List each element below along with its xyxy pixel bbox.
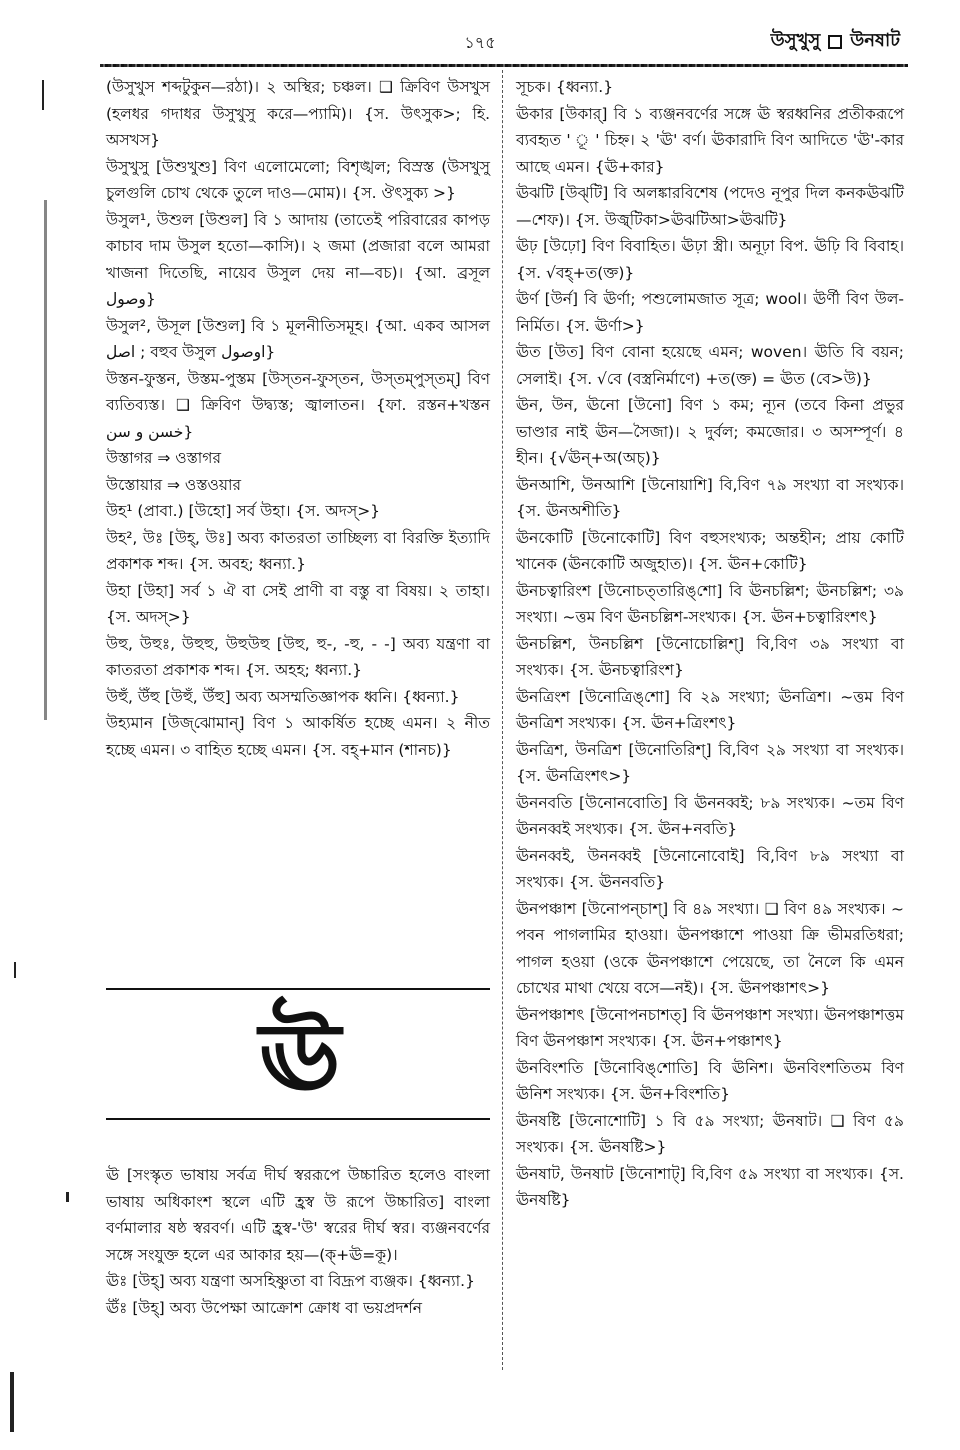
scan-mark (44, 200, 47, 720)
scan-mark (42, 80, 44, 110)
dictionary-entry: উহুঁ, উঁহু [উহুঁ, উঁহু] অব্য অসম্মতিজ্ঞাপক ধ্বনি। {ধ্বন্যা.} (106, 687, 460, 706)
dictionary-entry: ঊনবিংশতি [উনোবিঙ্‌শোতি] বি ঊনিশ। ঊনবিংশতিতম বিণ ঊনিশ সংখ্যক। {স. ঊন+বিংশতি} (516, 1058, 904, 1103)
dictionary-entry: উস্তন-ফুস্তন, উস্তম-পুস্তম [উস্‌তন-ফুস্‌তন, উস্‌তম্‌পুস্‌তম্] বিণ ব্যতিব্যস্ত। ❑ ক্রিবিণ উদ্ব্যস্ত; জ্বালাতন। {ফা. রস্তন+খস্তন خسن و سن} (106, 369, 490, 441)
box-icon (828, 35, 842, 49)
dictionary-entry: ঊননব্বই, উননব্বই [উনোনোবোই] বি,বিণ ৮৯ সংখ্যা বা সংখ্যক। {স. ঊননবতি} (516, 846, 904, 891)
scan-mark (14, 962, 16, 978)
running-head-first: উসুখুসু (770, 30, 821, 51)
dictionary-entry: ঊনচল্লিশ, উনচল্লিশ [উনোচোল্লিশ্] বি,বিণ ৩৯ সংখ্যা বা সংখ্যক। {স. ঊনচত্বারিংশ} (516, 634, 904, 679)
dictionary-entry: ঊনআশি, উনআশি [উনোয়াশি] বি,বিণ ৭৯ সংখ্যা বা সংখ্যক। {স. ঊনঅশীতি} (516, 475, 904, 520)
dictionary-entry: ঊনত্রিশ, উনত্রিশ [উনোতিরিশ্] বি,বিণ ২৯ সংখ্যা বা সংখ্যক। {স. ঊনত্রিংশৎ>} (516, 740, 904, 785)
left-column (106, 74, 490, 763)
left-lower-column (106, 1162, 490, 1321)
dictionary-entry: ঊনত্রিংশ [উনোত্রিঙ্‌শো] বি ২৯ সংখ্যা; ঊনত্রিশ। ~ত্তম বিণ ঊনত্রিশ সংখ্যক। {স. ঊন+ত্রিংশৎ} (516, 687, 904, 732)
dictionary-entry: ঊনকোটি [উনোকোটি] বিণ বহুসংখ্যক; অন্তহীন; প্রায় কোটি খানেক (ঊনকোটি অজুহাত)। {স. ঊন+কোটি} (516, 528, 904, 573)
dictionary-entry: ঊনষাট, উনষাট [উনোশাট্] বি,বিণ ৫৯ সংখ্যা বা সংখ্যক। {স. ঊনষষ্টি} (516, 1164, 904, 1209)
dictionary-entry: ঊনচত্বারিংশ [উনোচত্‌তারিঙ্‌শো] বি ঊনচল্লিশ; ঊনচল্লিশ; ৩৯ সংখ্যা। ~ত্তম বিণ ঊনচল্লিশ-সংখ্যক। {স. ঊন+চত্বারিংশৎ} (516, 581, 904, 626)
dictionary-entry: ঊনপঞ্চাশ [উনোপন্‌চাশ্] বি ৪৯ সংখ্যা। ❑ বিণ ৪৯ সংখ্যক। ~ পবন পাগলামির হাওয়া। ঊনপঞ্চাশে পাওয়া ক্রি ভীমরতিধরা; পাগল হওয়া (ওকে ঊনপঞ্চাশে পেয়েছে, তা নৈলে কি এমন চোখের মাথা খেয়ে বসে—নই)। {স. ঊনপঞ্চাশৎ>} (516, 899, 904, 997)
scan-mark (10, 1372, 14, 1432)
section-rule-top (106, 988, 490, 990)
dictionary-entry: ঊকার [উকার্] বি ১ ব্যঞ্জনবর্ণের সঙ্গে ঊ স্বরধ্বনির প্রতীকরূপে ব্যবহৃত ' ূ ' চিহ্ন। ২ 'ঊ' বর্ণ। ঊকারাদি বিণ আদিতে 'ঊ'-কার আছে এমন। {ঊ+কার} (516, 104, 904, 176)
page-number: ১৭৫ (464, 33, 496, 52)
dictionary-entry: ঊ [সংস্কৃত ভাষায় সর্বত্র দীর্ঘ স্বররূপে উচ্চারিত হলেও বাংলা ভাষায় অধিকাংশ স্থলে এটি হ্রস্ব উ রূপে উচ্চারিত] বাংলা বর্ণমালার ষষ্ঠ স্বরবর্ণ। এটি হ্রস্ব-'উ' স্বরের দীর্ঘ স্বর। ব্যঞ্জনবর্ণের সঙ্গে সংযুক্ত হলে এর আকার হয়—(ক্+ঊ=কূ)। (106, 1166, 490, 1264)
dictionary-entry: ঊঢ় [উঢ়ো] বিণ বিবাহিত। ঊঢ়া স্ত্রী। অনূঢ়া বিপ. ঊঢ়ি বি বিবাহ। {স. √বহ্+ত(ক্ত)} (516, 237, 904, 282)
dictionary-entry: উসুল¹, উশুল [উশুল] বি ১ আদায় (তাতেই পরিবারের কাপড় কাচাব দাম উসুল হতো—কাসি)। ২ জমা (প্রজারা বলে আমরা খাজনা দিতেছি, নায়েব উসুল দেয় না—বচ)। {আ. ব্রসূল وصول} (106, 210, 490, 308)
column-separator (502, 70, 504, 1370)
dictionary-entry: (উসুখুস শব্দটুকুন—রঠা)। ২ অস্থির; চঞ্চল। ❑ ক্রিবিণ উসখুস (হলধর গদাধর উসুখুসু করে—প্যামি)। {স. উৎসুক>; হি. অসখস} (106, 78, 490, 149)
dictionary-entry: ঊনষষ্টি [উনোশোটি] ১ বি ৫৯ সংখ্যা; ঊনষাট। ❑ বিণ ৫৯ সংখ্যক। {স. ঊনষষ্টি>} (516, 1111, 904, 1156)
scan-mark (66, 1192, 69, 1202)
right-column (516, 74, 904, 1214)
dictionary-entry: ঊঝটি [উঝ্‌টি] বি অলঙ্কারবিশেষ (পদেও নূপুর দিল কনকঊঝটি—শেফ)। {স. উজ্ব্‌টিকা>ঊঝটিআ>ঊঝটি} (516, 184, 904, 229)
section-letter: ঊ (259, 1002, 341, 1114)
dictionary-entry: ঊঃ [উহ্] অব্য যন্ত্রণা অসহিষ্ণুতা বা বিদ্রূপ ব্যঞ্জক। {ধ্বন্যা.} (106, 1272, 475, 1290)
top-rule (100, 64, 908, 67)
dictionary-entry: উহ², উঃ [উহ্, উঃ] অব্য কাতরতা তাচ্ছিল্য বা বিরক্তি ইত্যাদি প্রকাশক শব্দ। {স. অবহ; ধ্বন্যা.} (106, 528, 490, 573)
dictionary-entry: ঊন, উন, ঊনো [উনো] বিণ ১ কম; ন্যূন (তবে কিনা প্রভুর ভাণ্ডার নাই ঊন—সৈজা)। ২ দুর্বল; কমজোর। ৩ অসম্পূর্ণ। ৪ হীন। {√ঊন্+অ(অচ্)} (516, 396, 904, 467)
dictionary-entry: উহা [উহা] সর্ব ১ ঐ বা সেই প্রাণী বা বস্তু বা বিষয়। ২ তাহা। {স. অদস্>} (106, 581, 490, 626)
dictionary-entry: উস্তাগর ⇒ ওস্তাগর (106, 449, 221, 467)
dictionary-entry: উহ¹ (প্রাবা.) [উহো] সর্ব উহা। {স. অদস্>} (106, 502, 381, 520)
dictionary-entry: উহ্যমান [উজ্‌ঝোমান্] বিণ ১ আকর্ষিত হচ্ছে এমন। ২ নীত হচ্ছে এমন। ৩ বাহিত হচ্ছে এমন। {স. বহ্+মান (শানচ)} (106, 714, 490, 759)
dictionary-entry: ঊঁঃ [উহ্] অব্য উপেক্ষা আক্রোশ ক্রোধ বা ভয়প্রদর্শন (106, 1298, 422, 1317)
dictionary-entry: ঊননবতি [উনোনবোতি] বি ঊননব্বই; ৮৯ সংখ্যক। ~তম বিণ ঊননব্বই সংখ্যক। {স. ঊন+নবতি} (516, 793, 904, 838)
running-head (771, 26, 900, 57)
dictionary-entry: উসুখুসু [উশুখুশু] বিণ এলোমেলো; বিশৃঙ্খল; বিস্রস্ত (উসখুসু চুলগুলি চোখ থেকে তুলে দাও—মোম)। {স. ঔৎসুক্য >} (106, 157, 490, 202)
dictionary-entry: উসুল², উসূল [উশুল] বি ১ মূলনীতিসমূহ। {আ. একব আসল اصل ; বহুব উসুল اوصول} (106, 316, 490, 361)
dictionary-entry: ঊর্ণ [উর্ন] বি ঊর্ণা; পশুলোমজাত সূত্র; wool। ঊর্ণী বিণ উল-নির্মিত। {স. ঊর্ণা>} (516, 290, 904, 335)
dictionary-entry: সূচক। {ধ্বন্যা.} (516, 78, 614, 96)
dictionary-entry: উহু, উহুঃ, উহুহু, উহুউহু [উহু, হু-, -হু, - -] অব্য যন্ত্রণা বা কাতরতা প্রকাশক শব্দ। {স. অহহ; ধ্বন্যা.} (106, 634, 490, 679)
dictionary-entry: ঊনপঞ্চাশৎ [উনোপনচাশত্] বি ঊনপঞ্চাশ সংখ্যা। ঊনপঞ্চাশত্তম বিণ ঊনপঞ্চাশ সংখ্যক। {স. ঊন+পঞ্চাশৎ} (516, 1005, 904, 1050)
running-head-last: উনষাট (850, 30, 900, 51)
dictionary-entry: উস্তোয়ার ⇒ ওস্তওয়ার (106, 475, 242, 494)
section-rule-bottom (106, 1118, 490, 1120)
dictionary-entry: ঊত [উত] বিণ বোনা হয়েছে এমন; woven। ঊতি বি বয়ন; সেলাই। {স. √বে (বস্ত্রনির্মাণে) +ত(ক্ত) = ঊত (বে>উ)} (516, 343, 904, 388)
